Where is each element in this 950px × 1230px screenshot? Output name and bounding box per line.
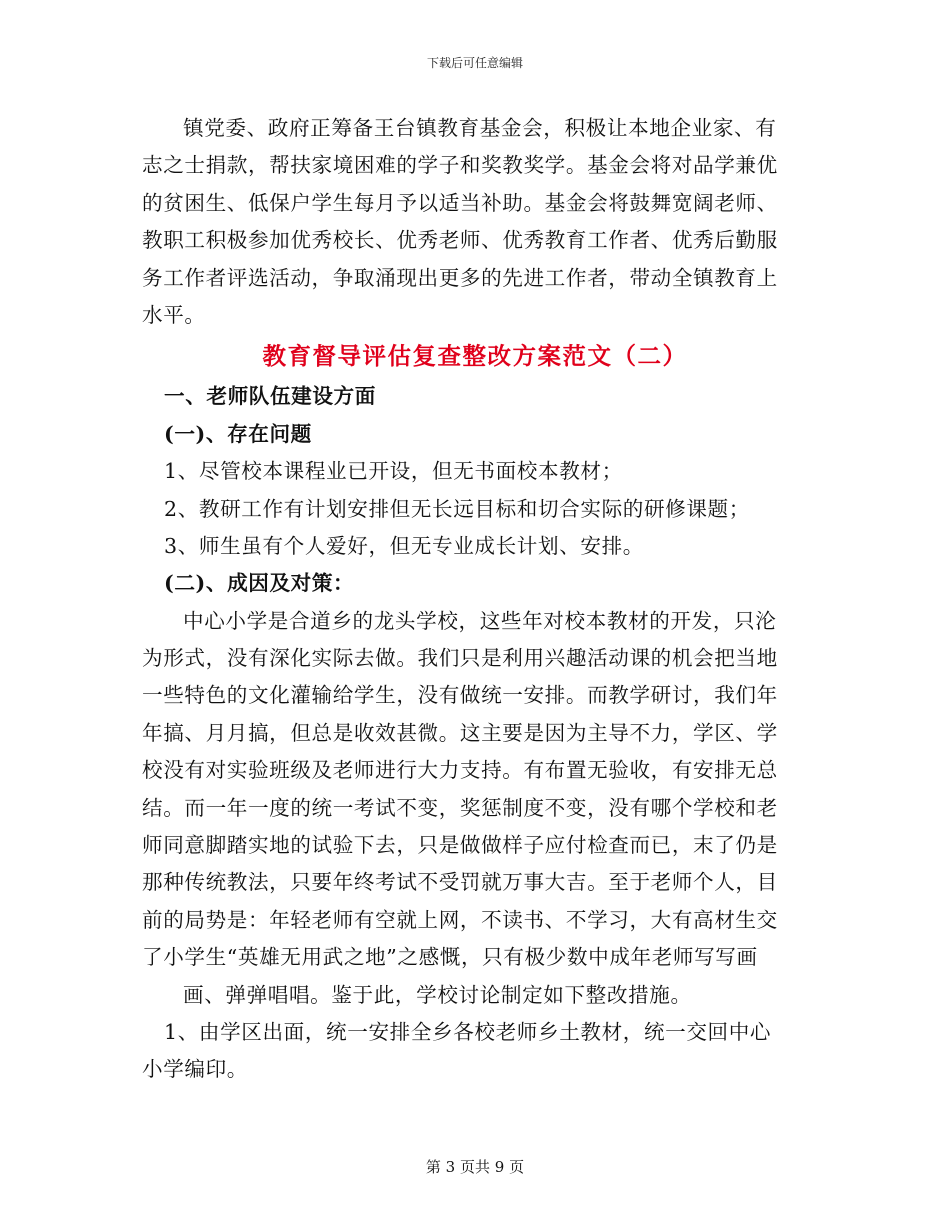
para1-line: 镇党委、政府正筹备王台镇教育基金会，积极让本地企业家、有: [183, 116, 777, 140]
para2-line: 一些特色的文化灌输给学生，没有做统一安排。而教学研讨，我们年: [142, 683, 778, 708]
para2-line: 为形式，没有深化实际去做。我们只是利用兴趣活动课的机会把当地: [142, 646, 778, 671]
document-title: 教育督导评估复查整改方案范文（二）: [262, 342, 688, 371]
para1-line: 教职工积极参加优秀校长、优秀老师、优秀教育工作者、优秀后勤服: [142, 228, 778, 253]
para2-line: 那种传统教法，只要年终考试不受罚就万事大吉。至于老师个人，目: [142, 870, 778, 895]
page-header: 下载后可任意编辑: [426, 56, 523, 70]
para2-line: 结。而一年一度的统一考试不变，奖惩制度不变，没有哪个学校和老: [142, 795, 778, 820]
para1-line: 的贫困生、低保户学生每月予以适当补助。基金会将鼓舞宽阔老师、: [142, 190, 778, 215]
section-heading: 一、老师队伍建设方面: [164, 384, 376, 409]
para2-line: 中心小学是合道乡的龙头学校，这些年对校本教材的开发，只沦: [183, 608, 777, 633]
measure-line: 1、由学区出面，统一安排全乡各校老师乡土教材，统一交回中心: [164, 1019, 772, 1044]
subsection-heading: (一)、存在问题: [164, 421, 312, 446]
para2-line: 校没有对实验班级及老师进行大力支持。有布置无验收，有安排无总: [142, 758, 778, 783]
document-body: [142, 110, 808, 1089]
para2-line: 师同意脚踏实地的试验下去，只是做做样子应付检查而已，末了仍是: [142, 833, 778, 858]
measure-line: 小学编印。: [142, 1057, 248, 1082]
para1-line: 水平。: [142, 302, 206, 327]
problem-item: 3、师生虽有个人爱好，但无专业成长计划、安排。: [164, 533, 644, 558]
para1-line: 务工作者评选活动，争取涌现出更多的先进工作者，带动全镇教育上: [142, 265, 778, 290]
problem-item: 1、尽管校本课程业已开设，但无书面校本教材；: [164, 459, 623, 484]
problem-item: 2、教研工作有计划安排但无长远目标和切合实际的研修课题；: [164, 496, 750, 521]
para2-line: 年搞、月月搞，但总是收效甚微。这主要是因为主导不力，学区、学: [142, 720, 778, 745]
para1-line: 志之士捐款，帮扶家境困难的学子和奖教奖学。基金会将对品学兼优: [142, 153, 778, 178]
para2-line: 了小学生“英雄无用武之地”之感慨，只有极少数中成年老师写写画: [142, 945, 758, 970]
para2-line: 前的局势是：年轻老师有空就上网，不读书、不学习，大有高材生交: [142, 907, 778, 932]
para3-line: 画、弹弹唱唱。鉴于此，学校讨论制定如下整改措施。: [183, 982, 692, 1007]
page-footer: 第 3 页共 9 页: [425, 1158, 525, 1176]
subsection-heading: (二)、成因及对策：: [164, 571, 355, 596]
